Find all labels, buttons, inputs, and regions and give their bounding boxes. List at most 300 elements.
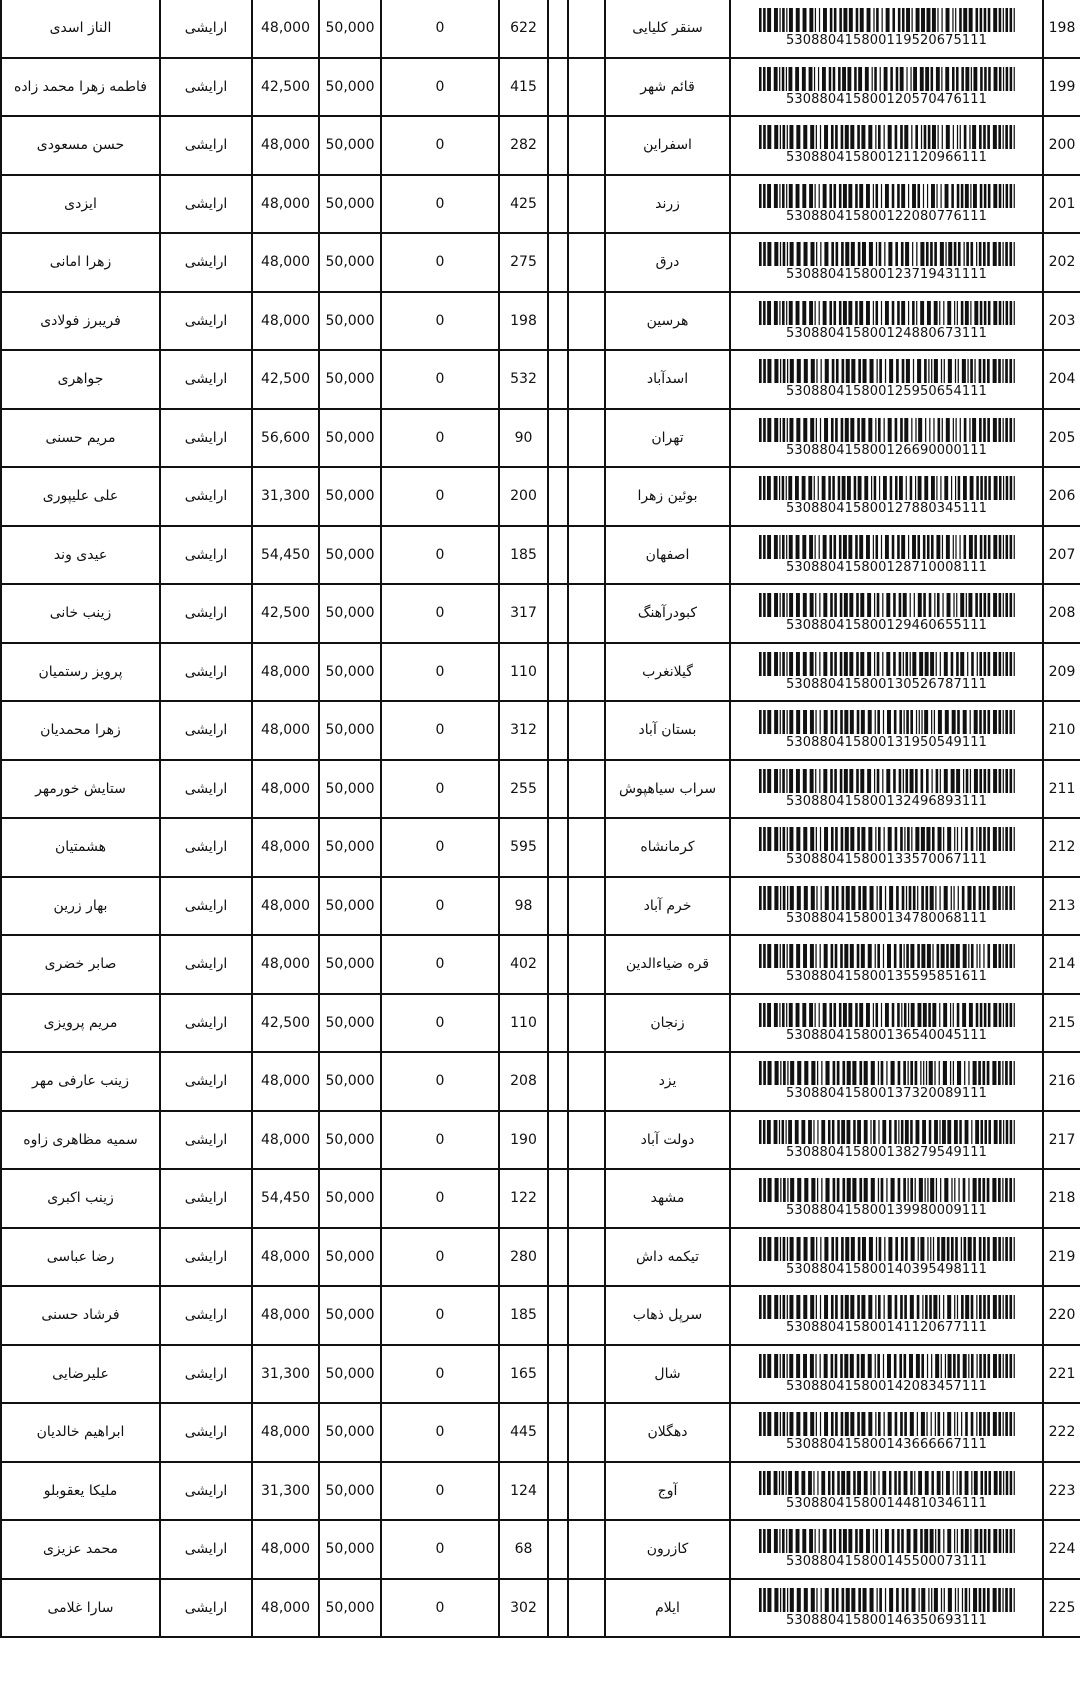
recipient-name: عیدی وند [1, 526, 160, 585]
barcode-cell [730, 467, 1043, 526]
quantity-cell: 402 [499, 935, 548, 994]
barcode-bars [759, 418, 1015, 442]
barcode [731, 944, 1042, 984]
empty-cell [548, 1579, 568, 1638]
barcode [731, 1295, 1042, 1335]
empty-cell [548, 233, 568, 292]
barcode-number: 530880415800119520675111 [786, 33, 987, 49]
barcode-cell [730, 1579, 1043, 1638]
amount-cell: 48,000 [252, 1520, 319, 1579]
table-row [1, 526, 1080, 585]
barcode-cell [730, 760, 1043, 819]
city-cell: سنقر کلیایی [605, 0, 730, 58]
amount-cell: 48,000 [252, 701, 319, 760]
category-cell: ارایشی [160, 0, 252, 58]
barcode-bars [759, 944, 1015, 968]
barcode-cell [730, 701, 1043, 760]
empty-cell [568, 1520, 605, 1579]
category-cell: ارایشی [160, 409, 252, 468]
empty-cell [548, 818, 568, 877]
barcode-number: 530880415800139980009111 [786, 1203, 987, 1219]
barcode [731, 242, 1042, 282]
zero-cell: 0 [381, 877, 499, 936]
price-cell: 50,000 [319, 233, 381, 292]
city-cell: یزد [605, 1052, 730, 1111]
table-row [1, 1228, 1080, 1287]
price-cell: 50,000 [319, 1052, 381, 1111]
quantity-cell: 110 [499, 994, 548, 1053]
row-number: 208 [1043, 584, 1080, 643]
barcode [731, 1178, 1042, 1218]
barcode-cell [730, 58, 1043, 117]
barcode-bars [759, 1003, 1015, 1027]
recipient-name: جواهری [1, 350, 160, 409]
price-cell: 50,000 [319, 350, 381, 409]
price-cell: 50,000 [319, 584, 381, 643]
empty-cell [548, 116, 568, 175]
table-row [1, 1462, 1080, 1521]
barcode [731, 886, 1042, 926]
recipient-name: سارا غلامی [1, 1579, 160, 1638]
category-cell: ارایشی [160, 526, 252, 585]
city-cell: هرسین [605, 292, 730, 351]
barcode-bars [759, 242, 1015, 266]
category-cell: ارایشی [160, 1052, 252, 1111]
price-cell: 50,000 [319, 643, 381, 702]
city-cell: درق [605, 233, 730, 292]
zero-cell: 0 [381, 409, 499, 468]
barcode-cell [730, 818, 1043, 877]
barcode-cell [730, 1345, 1043, 1404]
amount-cell: 31,300 [252, 1462, 319, 1521]
quantity-cell: 198 [499, 292, 548, 351]
recipient-name: ایزدی [1, 175, 160, 234]
barcode-bars [759, 1529, 1015, 1553]
zero-cell: 0 [381, 1052, 499, 1111]
category-cell: ارایشی [160, 994, 252, 1053]
price-cell: 50,000 [319, 467, 381, 526]
city-cell: کازرون [605, 1520, 730, 1579]
city-cell: مشهد [605, 1169, 730, 1228]
row-number: 215 [1043, 994, 1080, 1053]
recipient-name: الناز اسدی [1, 0, 160, 58]
empty-cell [548, 350, 568, 409]
barcode-number: 530880415800132496893111 [786, 793, 987, 809]
quantity-cell: 415 [499, 58, 548, 117]
amount-cell: 56,600 [252, 409, 319, 468]
barcode-bars [759, 184, 1015, 208]
row-number: 223 [1043, 1462, 1080, 1521]
row-number: 224 [1043, 1520, 1080, 1579]
price-cell: 50,000 [319, 1111, 381, 1170]
quantity-cell: 185 [499, 1286, 548, 1345]
barcode-number: 530880415800137320089111 [786, 1086, 987, 1102]
city-cell: بوئین زهرا [605, 467, 730, 526]
price-cell: 50,000 [319, 116, 381, 175]
recipient-name: ستایش خورمهر [1, 760, 160, 819]
category-cell: ارایشی [160, 467, 252, 526]
zero-cell: 0 [381, 818, 499, 877]
amount-cell: 42,500 [252, 58, 319, 117]
quantity-cell: 255 [499, 760, 548, 819]
category-cell: ارایشی [160, 1345, 252, 1404]
table-row [1, 994, 1080, 1053]
quantity-cell: 90 [499, 409, 548, 468]
amount-cell: 48,000 [252, 1052, 319, 1111]
barcode-cell [730, 175, 1043, 234]
quantity-cell: 622 [499, 0, 548, 58]
category-cell: ارایشی [160, 818, 252, 877]
barcode-number: 530880415800121120966111 [786, 150, 987, 166]
barcode-bars [759, 125, 1015, 149]
barcode [731, 710, 1042, 750]
city-cell: گیلانغرب [605, 643, 730, 702]
table-row [1, 1052, 1080, 1111]
amount-cell: 48,000 [252, 233, 319, 292]
quantity-cell: 425 [499, 175, 548, 234]
barcode-bars [759, 8, 1015, 32]
barcode-bars [759, 652, 1015, 676]
quantity-cell: 282 [499, 116, 548, 175]
empty-cell [568, 0, 605, 58]
amount-cell: 48,000 [252, 1403, 319, 1462]
barcode-number: 530880415800128710008111 [786, 559, 987, 575]
barcode-bars [759, 67, 1015, 91]
city-cell: سراب سیاهپوش [605, 760, 730, 819]
recipient-name: فریبرز فولادی [1, 292, 160, 351]
recipient-name: فاطمه زهرا محمد زاده [1, 58, 160, 117]
barcode [731, 1061, 1042, 1101]
empty-cell [548, 1403, 568, 1462]
row-number: 216 [1043, 1052, 1080, 1111]
barcode-cell [730, 350, 1043, 409]
amount-cell: 48,000 [252, 1579, 319, 1638]
zero-cell: 0 [381, 935, 499, 994]
table-row [1, 409, 1080, 468]
barcode [731, 476, 1042, 516]
empty-cell [548, 1111, 568, 1170]
barcode-bars [759, 1237, 1015, 1261]
quantity-cell: 110 [499, 643, 548, 702]
row-number: 214 [1043, 935, 1080, 994]
barcode [731, 67, 1042, 107]
recipient-name: زینب خانی [1, 584, 160, 643]
row-number: 222 [1043, 1403, 1080, 1462]
table-body [1, 0, 1080, 1637]
barcode [731, 125, 1042, 165]
barcode-number: 530880415800134780068111 [786, 910, 987, 926]
recipient-name: صابر خضری [1, 935, 160, 994]
city-cell: تیکمه داش [605, 1228, 730, 1287]
amount-cell: 48,000 [252, 1111, 319, 1170]
city-cell: اسدآباد [605, 350, 730, 409]
zero-cell: 0 [381, 760, 499, 819]
price-cell: 50,000 [319, 292, 381, 351]
barcode [731, 1471, 1042, 1511]
amount-cell: 54,450 [252, 1169, 319, 1228]
barcode-bars [759, 1412, 1015, 1436]
amount-cell: 31,300 [252, 1345, 319, 1404]
recipient-name: مریم حسنی [1, 409, 160, 468]
barcode-bars [759, 827, 1015, 851]
price-cell: 50,000 [319, 58, 381, 117]
empty-cell [568, 584, 605, 643]
city-cell: قره ضیاءالدین [605, 935, 730, 994]
empty-cell [568, 1111, 605, 1170]
empty-cell [548, 1345, 568, 1404]
barcode-cell [730, 233, 1043, 292]
empty-cell [568, 1403, 605, 1462]
category-cell: ارایشی [160, 233, 252, 292]
empty-cell [548, 526, 568, 585]
row-number: 201 [1043, 175, 1080, 234]
category-cell: ارایشی [160, 1462, 252, 1521]
table-row [1, 1345, 1080, 1404]
barcode-number: 530880415800127880345111 [786, 501, 987, 517]
category-cell: ارایشی [160, 1111, 252, 1170]
amount-cell: 42,500 [252, 350, 319, 409]
recipient-name: پرویز رستمیان [1, 643, 160, 702]
quantity-cell: 68 [499, 1520, 548, 1579]
zero-cell: 0 [381, 233, 499, 292]
quantity-cell: 302 [499, 1579, 548, 1638]
barcode-cell [730, 1520, 1043, 1579]
recipient-name: رضا عباسی [1, 1228, 160, 1287]
category-cell: ارایشی [160, 760, 252, 819]
price-cell: 50,000 [319, 1286, 381, 1345]
barcode-cell [730, 1169, 1043, 1228]
empty-cell [568, 760, 605, 819]
city-cell: بستان آباد [605, 701, 730, 760]
zero-cell: 0 [381, 643, 499, 702]
table-row [1, 116, 1080, 175]
category-cell: ارایشی [160, 701, 252, 760]
row-number: 206 [1043, 467, 1080, 526]
city-cell: دهگلان [605, 1403, 730, 1462]
amount-cell: 48,000 [252, 818, 319, 877]
barcode-number: 530880415800133570067111 [786, 852, 987, 868]
price-cell: 50,000 [319, 818, 381, 877]
amount-cell: 48,000 [252, 877, 319, 936]
barcode-number: 530880415800125950654111 [786, 384, 987, 400]
row-number: 203 [1043, 292, 1080, 351]
barcode-number: 530880415800141120677111 [786, 1320, 987, 1336]
empty-cell [568, 409, 605, 468]
table-row [1, 818, 1080, 877]
city-cell: ایلام [605, 1579, 730, 1638]
quantity-cell: 124 [499, 1462, 548, 1521]
city-cell: دولت آباد [605, 1111, 730, 1170]
table-row [1, 1520, 1080, 1579]
row-number: 205 [1043, 409, 1080, 468]
empty-cell [568, 350, 605, 409]
amount-cell: 48,000 [252, 292, 319, 351]
barcode-cell [730, 584, 1043, 643]
city-cell: کبودرآهنگ [605, 584, 730, 643]
row-number: 213 [1043, 877, 1080, 936]
barcode-number: 530880415800145500073111 [786, 1554, 987, 1570]
table-row [1, 467, 1080, 526]
recipient-name: علی علیپوری [1, 467, 160, 526]
quantity-cell: 190 [499, 1111, 548, 1170]
barcode-cell [730, 935, 1043, 994]
table-row [1, 0, 1080, 58]
price-cell: 50,000 [319, 526, 381, 585]
category-cell: ارایشی [160, 643, 252, 702]
empty-cell [568, 935, 605, 994]
table-row [1, 1579, 1080, 1638]
barcode-number: 530880415800122080776111 [786, 208, 987, 224]
empty-cell [548, 760, 568, 819]
table-row [1, 1286, 1080, 1345]
empty-cell [568, 877, 605, 936]
empty-cell [548, 467, 568, 526]
barcode [731, 827, 1042, 867]
barcode-cell [730, 292, 1043, 351]
price-cell: 50,000 [319, 994, 381, 1053]
barcode-bars [759, 1120, 1015, 1144]
amount-cell: 48,000 [252, 0, 319, 58]
recipient-name: ملیکا یعقوبلو [1, 1462, 160, 1521]
quantity-cell: 200 [499, 467, 548, 526]
amount-cell: 48,000 [252, 116, 319, 175]
row-number: 219 [1043, 1228, 1080, 1287]
row-number: 204 [1043, 350, 1080, 409]
price-cell: 50,000 [319, 1579, 381, 1638]
empty-cell [548, 701, 568, 760]
zero-cell: 0 [381, 350, 499, 409]
barcode-cell [730, 1286, 1043, 1345]
amount-cell: 42,500 [252, 994, 319, 1053]
barcode [731, 1120, 1042, 1160]
amount-cell: 48,000 [252, 643, 319, 702]
empty-cell [548, 935, 568, 994]
price-cell: 50,000 [319, 1345, 381, 1404]
city-cell: کرمانشاه [605, 818, 730, 877]
zero-cell: 0 [381, 467, 499, 526]
empty-cell [568, 1228, 605, 1287]
empty-cell [568, 818, 605, 877]
zero-cell: 0 [381, 526, 499, 585]
barcode [731, 8, 1042, 48]
category-cell: ارایشی [160, 175, 252, 234]
zero-cell: 0 [381, 701, 499, 760]
price-cell: 50,000 [319, 175, 381, 234]
barcode [731, 769, 1042, 809]
empty-cell [548, 877, 568, 936]
row-number: 220 [1043, 1286, 1080, 1345]
quantity-cell: 185 [499, 526, 548, 585]
amount-cell: 42,500 [252, 584, 319, 643]
recipient-name: فرشاد حسنی [1, 1286, 160, 1345]
zero-cell: 0 [381, 1228, 499, 1287]
city-cell: قائم شهر [605, 58, 730, 117]
amount-cell: 48,000 [252, 760, 319, 819]
amount-cell: 31,300 [252, 467, 319, 526]
barcode [731, 184, 1042, 224]
price-cell: 50,000 [319, 0, 381, 58]
barcode-number: 530880415800138279549111 [786, 1144, 987, 1160]
barcode-cell [730, 1052, 1043, 1111]
barcode-cell [730, 1462, 1043, 1521]
barcode [731, 1003, 1042, 1043]
barcode-number: 530880415800140395498111 [786, 1261, 987, 1277]
amount-cell: 48,000 [252, 1286, 319, 1345]
quantity-cell: 595 [499, 818, 548, 877]
barcode-bars [759, 1061, 1015, 1085]
empty-cell [568, 1286, 605, 1345]
price-cell: 50,000 [319, 701, 381, 760]
category-cell: ارایشی [160, 935, 252, 994]
category-cell: ارایشی [160, 1228, 252, 1287]
recipient-name: حسن مسعودی [1, 116, 160, 175]
barcode-bars [759, 886, 1015, 910]
barcode-cell [730, 409, 1043, 468]
table-row [1, 58, 1080, 117]
recipient-name: زهرا محمدیان [1, 701, 160, 760]
empty-cell [548, 0, 568, 58]
zero-cell: 0 [381, 1579, 499, 1638]
empty-cell [568, 1169, 605, 1228]
barcode-bars [759, 710, 1015, 734]
recipient-name: علیرضایی [1, 1345, 160, 1404]
barcode [731, 1237, 1042, 1277]
recipient-name: سمیه مظاهری زاوه [1, 1111, 160, 1170]
barcode-number: 530880415800126690000111 [786, 442, 987, 458]
barcode [731, 593, 1042, 633]
barcode-bars [759, 476, 1015, 500]
barcode-bars [759, 769, 1015, 793]
zero-cell: 0 [381, 1169, 499, 1228]
zero-cell: 0 [381, 116, 499, 175]
city-cell: زرند [605, 175, 730, 234]
row-number: 202 [1043, 233, 1080, 292]
empty-cell [568, 175, 605, 234]
row-number: 199 [1043, 58, 1080, 117]
row-number: 225 [1043, 1579, 1080, 1638]
barcode-cell [730, 0, 1043, 58]
table-row [1, 584, 1080, 643]
barcode-cell [730, 1228, 1043, 1287]
empty-cell [568, 1345, 605, 1404]
table-row [1, 877, 1080, 936]
quantity-cell: 165 [499, 1345, 548, 1404]
zero-cell: 0 [381, 1345, 499, 1404]
empty-cell [548, 1169, 568, 1228]
empty-cell [548, 584, 568, 643]
empty-cell [548, 643, 568, 702]
barcode-cell [730, 994, 1043, 1053]
barcode-number: 530880415800129460655111 [786, 618, 987, 634]
recipient-name: زینب عارفی مهر [1, 1052, 160, 1111]
barcode-cell [730, 1403, 1043, 1462]
row-number: 217 [1043, 1111, 1080, 1170]
city-cell: آوج [605, 1462, 730, 1521]
barcode [731, 1529, 1042, 1569]
city-cell: شال [605, 1345, 730, 1404]
category-cell: ارایشی [160, 350, 252, 409]
city-cell: اصفهان [605, 526, 730, 585]
barcode [731, 652, 1042, 692]
table-row [1, 233, 1080, 292]
amount-cell: 48,000 [252, 935, 319, 994]
barcode-bars [759, 593, 1015, 617]
zero-cell: 0 [381, 1462, 499, 1521]
barcode-cell [730, 526, 1043, 585]
amount-cell: 48,000 [252, 1228, 319, 1287]
category-cell: ارایشی [160, 292, 252, 351]
city-cell: خرم آباد [605, 877, 730, 936]
